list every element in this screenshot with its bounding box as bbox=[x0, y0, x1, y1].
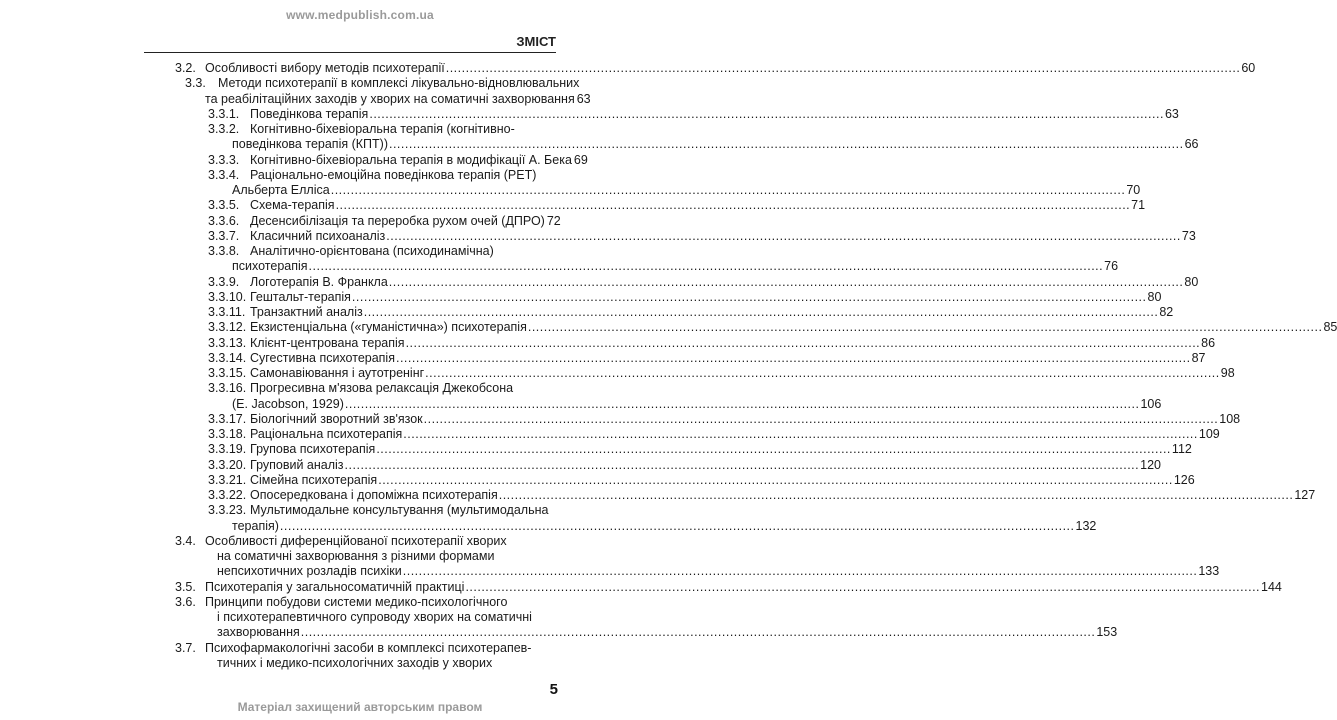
toc-entry-page: 132 bbox=[1075, 518, 1097, 533]
toc-entry bbox=[232, 259, 1119, 274]
toc-entry-title: Психофармакологічні засоби в комплексі психотерапев- bbox=[205, 640, 532, 655]
toc-entry-title: Класичний психоаналіз bbox=[250, 228, 386, 243]
toc-entry bbox=[208, 335, 1216, 351]
toc-entry bbox=[175, 641, 550, 656]
toc-entry-title: Аналітично-орієнтована (психодинамічна) bbox=[250, 244, 494, 258]
toc-entry-title: Поведінкова терапія bbox=[250, 106, 369, 121]
toc-leader-dots: ........................................................................................................................................................................................................ bbox=[344, 396, 1140, 411]
toc-leader-dots: ........................................................................................................................................................................................................ bbox=[402, 564, 1198, 579]
toc-entry bbox=[208, 350, 1206, 366]
toc-entry-title: Самонавіювання і аутотренінг bbox=[250, 366, 425, 380]
toc-entry-number: 3.3.10. bbox=[208, 289, 247, 304]
copyright-notice: Матеріал захищений авторським правом bbox=[237, 700, 483, 714]
toc-leader-dots: ........................................................................................................................................................................................................ bbox=[386, 228, 1181, 243]
toc-entry-page: 153 bbox=[1096, 625, 1118, 640]
toc-entry-number: 3.3.23. bbox=[208, 503, 247, 518]
header-rule bbox=[144, 52, 556, 53]
toc-entry-page: 70 bbox=[1126, 183, 1141, 197]
toc-entry-number: 3.3.5. bbox=[208, 198, 240, 213]
toc-entry bbox=[208, 122, 550, 137]
toc-entry bbox=[217, 564, 1220, 579]
toc-entry-title: терапія) bbox=[232, 518, 279, 533]
toc-entry bbox=[208, 213, 561, 229]
toc-leader-dots: ........................................................................................................................................................................................................ bbox=[308, 259, 1104, 274]
toc-leader-dots: ........................................................................................................................................................................................................ bbox=[335, 198, 1131, 213]
toc-entry-number: 3.3.22. bbox=[208, 488, 247, 502]
toc-entry-number: 3.3.15. bbox=[208, 366, 247, 380]
toc-entry-page: 85 bbox=[1323, 320, 1337, 335]
toc-entry-page: 76 bbox=[1104, 259, 1119, 274]
toc-entry bbox=[208, 320, 1337, 335]
toc-entry bbox=[232, 137, 1199, 152]
toc-entry bbox=[208, 168, 550, 183]
toc-entry-number: 3.3.2. bbox=[208, 122, 240, 136]
toc-entry-number: 3.2. bbox=[175, 61, 196, 75]
toc-entry-number: 3.6. bbox=[175, 594, 196, 609]
toc-entry-title: поведінкова терапія (КПТ)) bbox=[232, 137, 388, 152]
toc-leader-dots: ........................................................................................................................................................................................................ bbox=[376, 442, 1171, 457]
toc-entry bbox=[175, 595, 550, 610]
toc-entry bbox=[185, 76, 580, 91]
toc-entry bbox=[208, 305, 1174, 320]
toc-entry-number: 3.3. bbox=[185, 76, 206, 91]
toc-entry bbox=[205, 91, 591, 107]
toc-entry-page: 82 bbox=[1159, 305, 1174, 319]
toc-entry-title: захворювання bbox=[217, 625, 300, 640]
toc-entry-page: 144 bbox=[1261, 579, 1282, 594]
toc-leader-dots: ........................................................................................................................................................................................................ bbox=[300, 625, 1096, 640]
toc-entry bbox=[232, 183, 1141, 198]
toc-leader-dots: ........................................................................................................................................................................................................ bbox=[378, 472, 1173, 487]
toc-entry bbox=[217, 656, 550, 671]
toc-entry-title: Особливості вибору методів психотерапії bbox=[205, 61, 445, 75]
toc-entry bbox=[208, 228, 1196, 244]
toc-entry bbox=[232, 396, 1162, 412]
toc-entry-number: 3.3.4. bbox=[208, 167, 240, 182]
toc-leader-dots: ........................................................................................................................................................................................................ bbox=[388, 137, 1184, 152]
toc-entry bbox=[208, 427, 1220, 442]
toc-leader-dots: ........................................................................................................................................................................................................ bbox=[351, 289, 1147, 304]
toc-entry-number: 3.3.20. bbox=[208, 457, 247, 472]
toc-entry-title: Біологічний зворотний зв'язок bbox=[250, 411, 423, 426]
toc-entry bbox=[208, 457, 1161, 473]
toc-entry-number: 3.7. bbox=[175, 640, 196, 655]
toc-entry-page: 72 bbox=[546, 213, 561, 228]
toc-entry-page: 80 bbox=[1184, 274, 1199, 289]
toc-entry-page: 73 bbox=[1181, 228, 1196, 243]
toc-entry-title: Сугестивна психотерапія bbox=[250, 350, 395, 365]
toc-entry bbox=[208, 244, 550, 259]
toc-entry-page: 63 bbox=[576, 91, 591, 106]
toc-entry-number: 3.3.12. bbox=[208, 320, 247, 335]
toc-entry-number: 3.3.16. bbox=[208, 381, 247, 396]
toc-leader-dots: ........................................................................................................................................................................................................ bbox=[330, 183, 1126, 197]
toc-entry bbox=[208, 152, 588, 168]
toc-entry-number: 3.5. bbox=[175, 579, 196, 594]
toc-entry-page: 120 bbox=[1140, 457, 1161, 472]
toc-entry-title: Мультимодальне консультування (мультимодальна bbox=[250, 503, 549, 518]
toc-entry-title: Сімейна психотерапія bbox=[250, 472, 378, 487]
toc-entry-page: 87 bbox=[1191, 350, 1206, 365]
toc-entry-number: 3.3.6. bbox=[208, 213, 240, 228]
toc-entry-title: Альберта Елліса bbox=[232, 183, 330, 197]
toc-entry-page: 133 bbox=[1198, 564, 1220, 579]
toc-leader-dots: ........................................................................................................................................................................................................ bbox=[369, 106, 1164, 121]
toc-entry-title: Особливості диференційованої психотерапії хворих bbox=[205, 533, 507, 548]
toc-leader-dots: ........................................................................................................................................................................................................ bbox=[344, 457, 1140, 472]
toc-entry-title: Десенсибілізація та переробка рухом очей (ДПРО) bbox=[250, 213, 545, 228]
toc-entry-number: 3.3.14. bbox=[208, 350, 247, 365]
toc-entry-title: Схема-терапія bbox=[250, 198, 335, 213]
toc-entry-title: Когнітивно-біхевіоральна терапія в модифікації А. Бека bbox=[250, 152, 572, 167]
toc-leader-dots: ........................................................................................................................................................................................................ bbox=[388, 274, 1184, 289]
toc-entry bbox=[175, 61, 1256, 76]
toc-entry bbox=[175, 579, 1282, 595]
toc-entry bbox=[232, 518, 1097, 534]
toc-entry bbox=[217, 610, 550, 625]
toc-leader-dots: ........................................................................................................................................................................................................ bbox=[403, 427, 1198, 441]
toc-entry-number: 3.3.13. bbox=[208, 335, 247, 350]
toc-entry-title: Клієнт-центрована терапія bbox=[250, 335, 405, 350]
toc-entry-title: Екзистенціальна («гуманістична») психотерапія bbox=[250, 320, 527, 335]
toc-entry-title: Логотерапія В. Франкла bbox=[250, 274, 388, 289]
toc-entry-number: 3.3.18. bbox=[208, 427, 247, 441]
section-label: ЗМІСТ bbox=[516, 34, 556, 49]
toc-entry-number: 3.3.9. bbox=[208, 274, 240, 289]
toc-entry-title: Методи психотерапії в комплексі лікувально-відновлювальних bbox=[218, 76, 580, 91]
toc-entry-page: 98 bbox=[1220, 366, 1235, 380]
toc-entry-page: 127 bbox=[1294, 488, 1316, 502]
toc-entry bbox=[208, 366, 1235, 381]
toc-entry-page: 66 bbox=[1184, 137, 1199, 152]
toc-entry-title: і психотерапевтичного супроводу хворих на соматичні bbox=[217, 610, 532, 624]
toc-entry bbox=[208, 411, 1241, 427]
toc-entry-number: 3.3.3. bbox=[208, 152, 240, 167]
toc-leader-dots: ........................................................................................................................................................................................................ bbox=[423, 411, 1219, 426]
toc-entry-number: 3.3.17. bbox=[208, 411, 247, 426]
toc-entry-title: тичних і медико-психологічних заходів у хворих bbox=[217, 655, 493, 670]
toc-entry-page: 69 bbox=[573, 152, 588, 167]
toc-entry bbox=[208, 488, 1316, 503]
toc-entry bbox=[208, 503, 550, 518]
toc-entry-page: 60 bbox=[1241, 61, 1256, 75]
page-number: 5 bbox=[549, 681, 558, 698]
toc-entry-title: Опосередкована і допоміжна психотерапія bbox=[250, 488, 498, 502]
site-url: www.medpublish.com.ua bbox=[286, 8, 434, 22]
toc-entry bbox=[217, 625, 1118, 640]
toc-entry-number: 3.3.21. bbox=[208, 472, 247, 487]
toc-entry-page: 106 bbox=[1140, 396, 1162, 411]
toc-entry bbox=[208, 381, 550, 396]
toc-entry bbox=[208, 289, 1162, 305]
toc-entry-title: Транзактний аналіз bbox=[250, 305, 363, 319]
toc-entry-title: Принципи побудови системи медико-психологічного bbox=[205, 594, 508, 609]
toc-entry-page: 109 bbox=[1198, 427, 1220, 441]
toc-leader-dots: ........................................................................................................................................................................................................ bbox=[498, 488, 1294, 502]
toc-entry-page: 86 bbox=[1201, 335, 1216, 350]
toc-leader-dots: ........................................................................................................................................................................................................ bbox=[465, 579, 1261, 594]
toc-entry-number: 3.3.11. bbox=[208, 305, 246, 319]
toc-entry-title: Гештальт-терапія bbox=[250, 289, 351, 304]
toc-entry-title: Психотерапія у загальносоматичній практиці bbox=[205, 579, 465, 594]
toc-leader-dots: ........................................................................................................................................................................................................ bbox=[363, 305, 1159, 319]
toc-leader-dots: ........................................................................................................................................................................................................ bbox=[445, 61, 1241, 75]
toc-leader-dots: ........................................................................................................................................................................................................ bbox=[405, 335, 1201, 350]
toc-entry bbox=[208, 472, 1195, 488]
toc-entry-page: 63 bbox=[1164, 106, 1179, 121]
toc-entry-title: Раціонально-емоційна поведінкова терапія (РЕТ) bbox=[250, 167, 537, 182]
toc-entry-title: Прогресивна м'язова релаксація Джекобсона bbox=[250, 381, 514, 396]
toc-entry-title: (E. Jacobson, 1929) bbox=[232, 396, 344, 411]
toc-entry-title: непсихотичних розладів психіки bbox=[217, 564, 402, 579]
toc-entry-page: 108 bbox=[1219, 411, 1241, 426]
toc-entry bbox=[208, 442, 1192, 457]
toc-leader-dots: ........................................................................................................................................................................................................ bbox=[425, 366, 1220, 380]
toc-entry bbox=[175, 534, 550, 549]
toc-entry bbox=[208, 106, 1179, 122]
toc-entry-title: та реабілітаційних заходів у хворих на соматичні захворювання bbox=[205, 91, 575, 106]
toc-leader-dots: ........................................................................................................................................................................................................ bbox=[395, 350, 1191, 365]
toc-entry bbox=[217, 549, 550, 564]
toc-entry-title: психотерапія bbox=[232, 259, 308, 274]
toc-entry bbox=[208, 198, 1146, 213]
toc-entry-title: на соматичні захворювання з різними формами bbox=[217, 549, 495, 563]
toc-entry-title: Когнітивно-біхевіоральна терапія (когнітивно- bbox=[250, 122, 515, 136]
toc-entry-page: 71 bbox=[1131, 198, 1146, 213]
toc-entry-page: 126 bbox=[1173, 472, 1195, 487]
toc-entry-title: Груповий аналіз bbox=[250, 457, 344, 472]
toc-leader-dots: ........................................................................................................................................................................................................ bbox=[527, 320, 1323, 335]
toc-entry-number: 3.3.7. bbox=[208, 228, 240, 243]
toc-leader-dots: ........................................................................................................................................................................................................ bbox=[279, 518, 1075, 533]
toc-entry-page: 112 bbox=[1171, 442, 1192, 457]
toc-entry-title: Раціональна психотерапія bbox=[250, 427, 403, 441]
toc-entry-number: 3.3.8. bbox=[208, 244, 240, 258]
toc-entry bbox=[208, 274, 1199, 290]
toc-entry-number: 3.3.19. bbox=[208, 442, 247, 457]
toc-entry-title: Групова психотерапія bbox=[250, 442, 376, 457]
toc-entry-number: 3.3.1. bbox=[208, 106, 240, 121]
toc-entry-page: 80 bbox=[1147, 289, 1162, 304]
toc-entry-number: 3.4. bbox=[175, 533, 196, 548]
